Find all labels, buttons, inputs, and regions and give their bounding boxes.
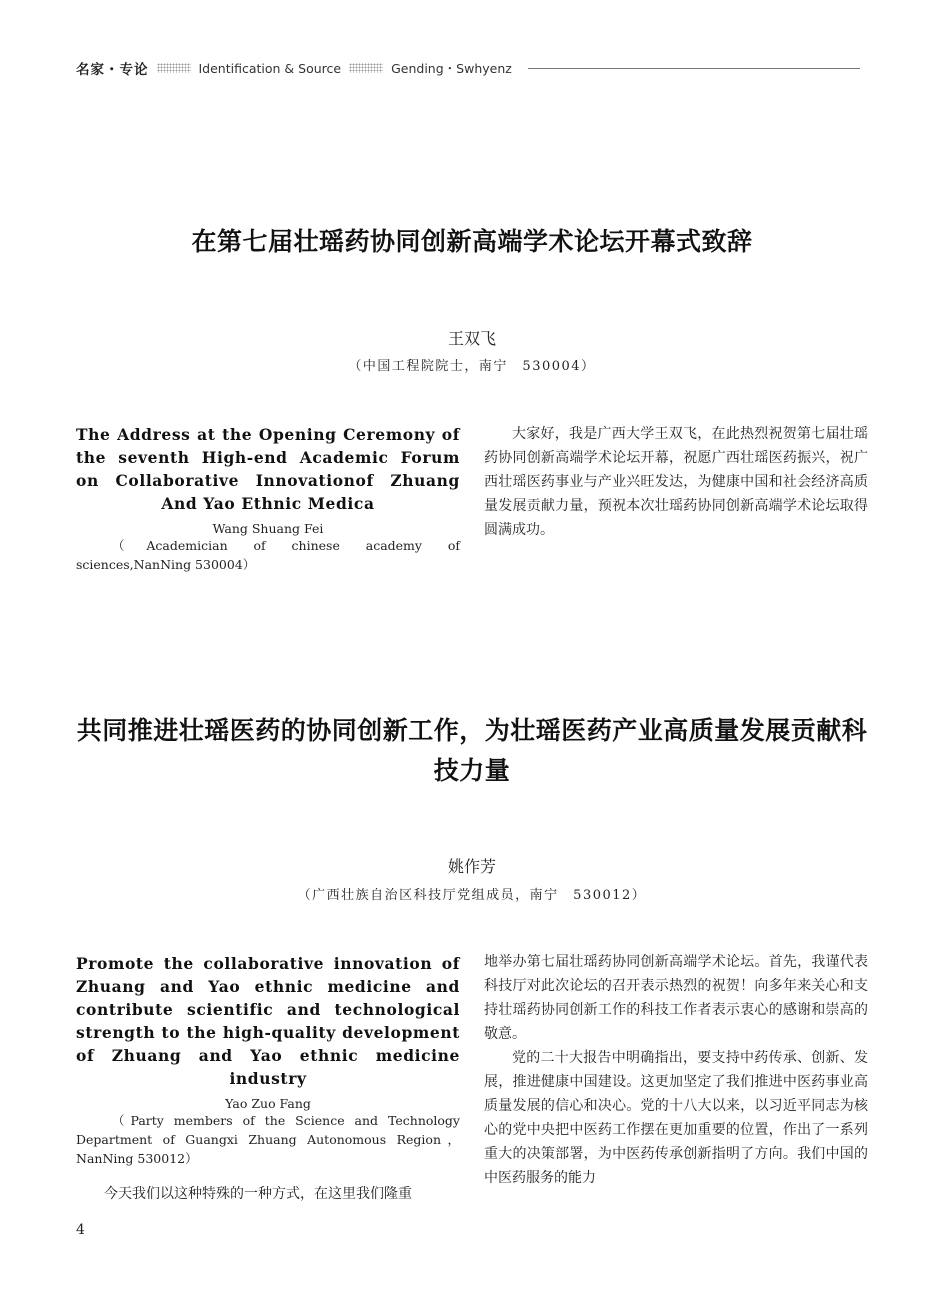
- article2-author: 姚作芳: [447, 857, 496, 876]
- article2-affiliation: （广西壮族自治区科技厅党组成员，南宁 530012）: [297, 888, 647, 903]
- article2-body: [484, 950, 868, 1190]
- header-section-label: 名家・专论: [76, 62, 149, 78]
- article2-title: 共同推进壮瑶医药的协同创新工作，为壮瑶医药产业高质量发展贡献科技力量: [76, 716, 868, 785]
- page-number: 4: [76, 1222, 85, 1238]
- header-dot-separator: [157, 63, 191, 73]
- article2-body-paragraph: 党的二十大报告中明确指出，要支持中药传承、创新、发展，推进健康中国建设。这更加坚定了我们推进中医药事业高质量发展的信心和决心。党的十八大以来，以习近平同志为核心的党中央把中医药工作摆在更加重要的位置，作出了一系列重大的决策部署，为中医药传承创新指明了方向。我们中国的中医药服务的能力: [484, 1050, 868, 1186]
- article2-english-author: Yao Zuo Fang: [225, 1096, 311, 1111]
- running-header: [76, 58, 860, 78]
- article2-body-paragraph-start: 今天我们以这种特殊的一种方式，在这里我们隆重: [104, 1186, 412, 1202]
- article1-title: 在第七届壮瑶药协同创新高端学术论坛开幕式致辞: [191, 227, 753, 256]
- article1-english-affiliation: （Academician of chinese academy of sciences,NanNing 530004）: [76, 538, 460, 572]
- header-zhuang-label: Gending・Swhyenz: [391, 61, 512, 76]
- article1-english-title: The Address at the Opening Ceremony of the seventh High-end Academic Forum on Collaborative Innovationof Zhuang And Yao Ethnic Medica: [76, 425, 460, 513]
- article1-english-author: Wang Shuang Fei: [212, 521, 324, 536]
- article2-english-abstract: [76, 952, 460, 1206]
- header-english-label: Identification & Source: [198, 60, 342, 76]
- article2-body-paragraph: 地举办第七届壮瑶药协同创新高端学术论坛。首先，我谨代表科技厅对此次论坛的召开表示热烈的祝贺！向多年来关心和支持壮瑶药协同创新工作的科技工作者表示衷心的感谢和崇高的敬意。: [484, 954, 868, 1042]
- article2-english-title: Promote the collaborative innovation of Zhuang and Yao ethnic medicine and contribute scientific and technological strength to the high-quality development of Zhuang and Yao ethnic medicine industry: [76, 954, 460, 1088]
- article1-author: 王双飞: [447, 329, 496, 348]
- header-rule: [528, 68, 860, 69]
- article1-affiliation: （中国工程院院士，南宁 530004）: [348, 359, 596, 374]
- article1-body: [484, 422, 868, 542]
- article2-english-affiliation: （Party members of the Science and Technology Department of Guangxi Zhuang Autonomous Region，NanNing 530012）: [76, 1113, 460, 1166]
- header-dot-separator: [349, 63, 383, 73]
- article1-body-paragraph: 大家好，我是广西大学王双飞，在此热烈祝贺第七届壮瑶药协同创新高端学术论坛开幕，祝愿广西壮瑶医药振兴，祝广西壮瑶医药事业与产业兴旺发达，为健康中国和社会经济高质量发展贡献力量，预祝本次壮瑶药协同创新高端学术论坛取得圆满成功。: [484, 426, 868, 538]
- article1-english-abstract: [76, 423, 460, 574]
